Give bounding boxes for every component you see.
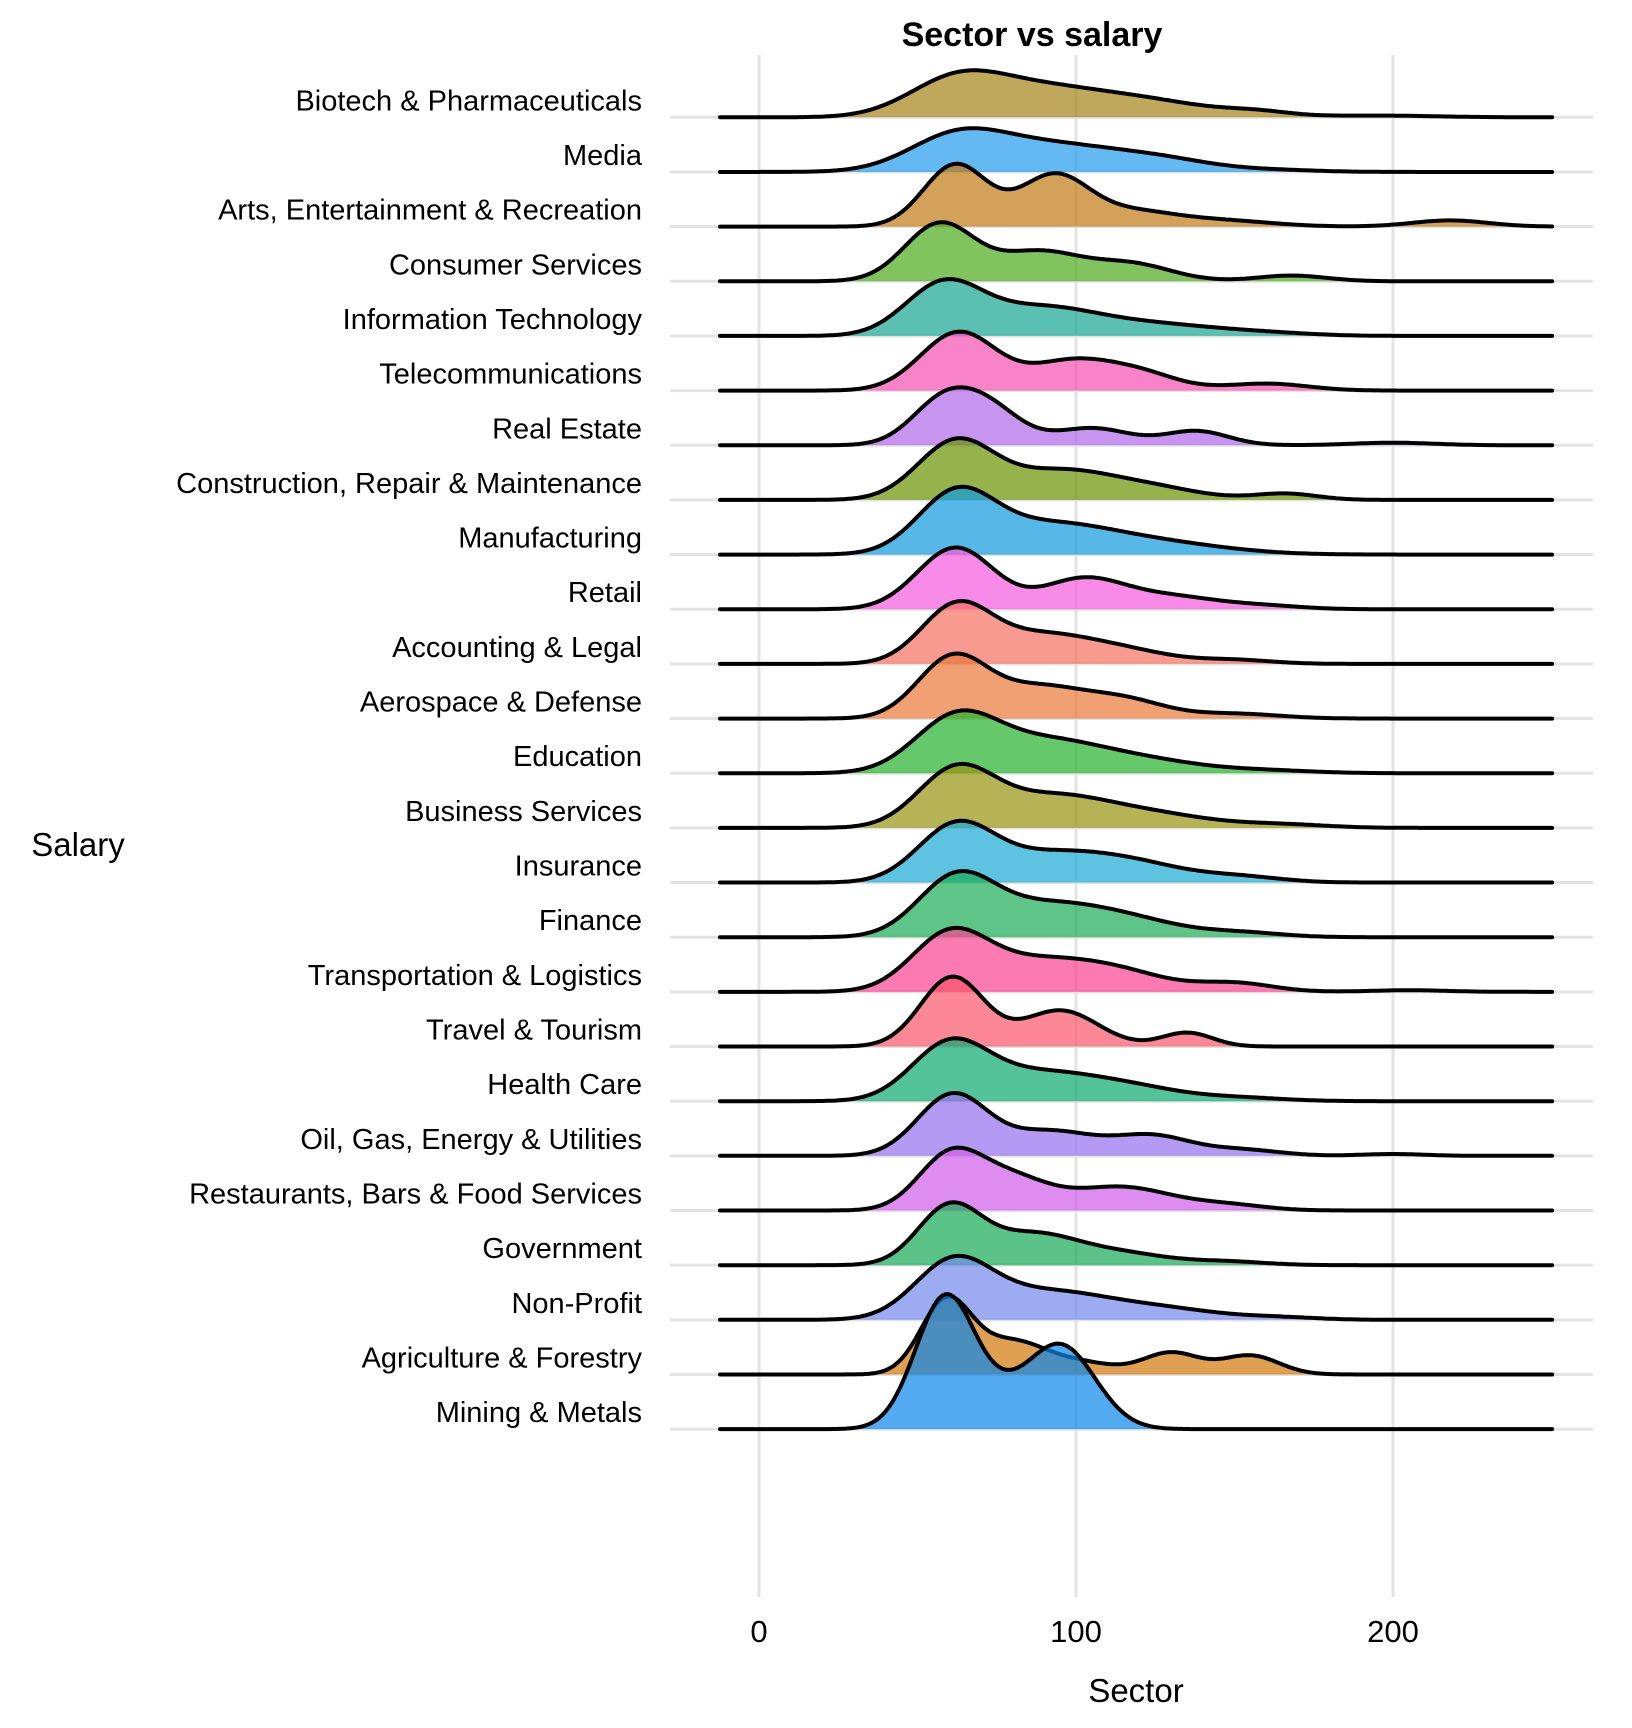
category-label: Retail <box>567 577 642 610</box>
category-label: Travel & Tourism <box>426 1014 642 1047</box>
category-label: Media <box>563 139 642 172</box>
ridge-fill <box>720 332 1552 391</box>
x-tick-layer <box>750 1614 1418 1649</box>
category-label: Information Technology <box>342 303 642 336</box>
category-label: Real Estate <box>492 413 642 446</box>
category-label: Mining & Metals <box>435 1397 642 1430</box>
category-label: Government <box>482 1233 642 1266</box>
ridge-fill <box>720 387 1552 445</box>
category-label: Aerospace & Defense <box>359 686 642 719</box>
x-tick-label: 200 <box>1367 1614 1419 1649</box>
category-label: Biotech & Pharmaceuticals <box>295 85 642 118</box>
ridge-fill <box>720 821 1552 883</box>
category-label: Manufacturing <box>458 522 642 555</box>
category-label: Education <box>513 741 642 774</box>
x-axis-label: Sector <box>1088 1672 1184 1709</box>
y-axis-label: Salary <box>31 826 125 863</box>
ridge-fill <box>720 279 1552 336</box>
x-tick-label: 100 <box>1050 1614 1102 1649</box>
ridge-fill <box>720 438 1552 500</box>
chart-title: Sector vs salary <box>901 16 1163 54</box>
category-label: Arts, Entertainment & Recreation <box>218 194 642 227</box>
category-label: Telecommunications <box>379 358 642 391</box>
ridge-fill <box>720 548 1552 610</box>
category-label: Health Care <box>487 1069 642 1102</box>
category-label: Construction, Repair & Maintenance <box>176 467 642 500</box>
category-label: Restaurants, Bars & Food Services <box>189 1178 642 1211</box>
category-label: Oil, Gas, Energy & Utilities <box>300 1123 642 1156</box>
category-label: Non-Profit <box>511 1287 642 1320</box>
category-label: Agriculture & Forestry <box>361 1342 642 1375</box>
category-label: Accounting & Legal <box>392 631 642 664</box>
category-label: Finance <box>538 905 642 938</box>
category-label: Consumer Services <box>388 249 642 282</box>
category-label: Transportation & Logistics <box>307 959 642 992</box>
ridge-fill <box>720 222 1552 281</box>
ridge-layer <box>720 70 1552 1429</box>
x-tick-label: 0 <box>750 1614 768 1649</box>
category-label: Business Services <box>405 795 642 828</box>
category-label: Insurance <box>514 850 642 883</box>
category-label-layer <box>176 85 643 1429</box>
